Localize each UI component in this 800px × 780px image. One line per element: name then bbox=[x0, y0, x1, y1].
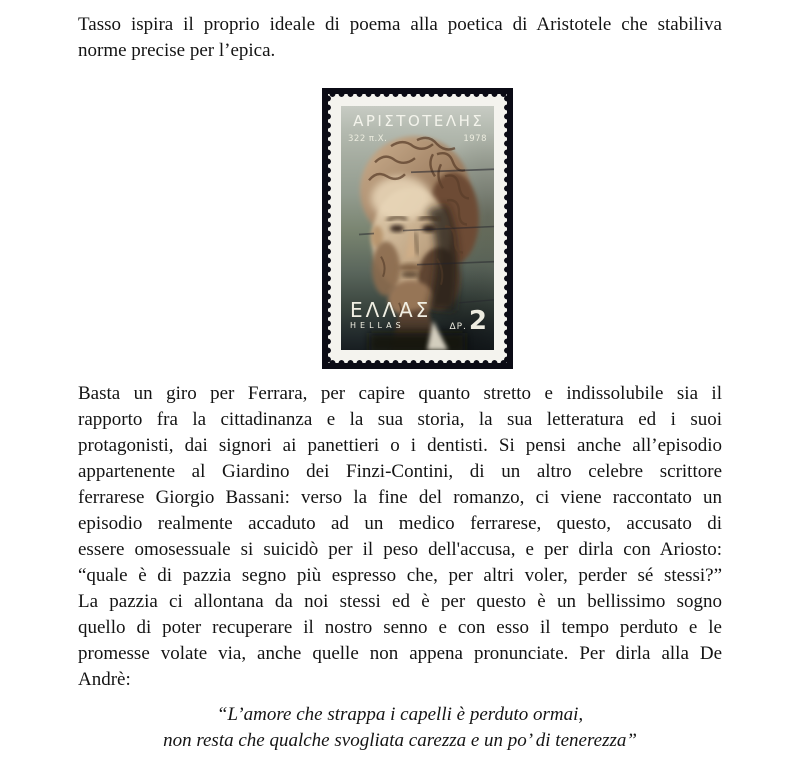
text-line: episodio realmente accaduto ad un medico ferrarese, questo, accusato di bbox=[78, 513, 722, 534]
stamp-perforation-top bbox=[328, 94, 507, 98]
quote-line: “L’amore che strappa i capelli è perduto ormai, bbox=[216, 704, 584, 725]
text-line: rapporto fra la cittadinanza e la sua storia, la sua letteratura ed i suoi bbox=[78, 409, 722, 430]
main-paragraph bbox=[78, 381, 722, 693]
stamp-paper bbox=[328, 94, 507, 363]
stamp-date-issue: 1978 bbox=[463, 134, 487, 144]
stamp-dates-row bbox=[341, 134, 494, 144]
song-quote bbox=[78, 702, 722, 754]
stamp-perforation-right bbox=[503, 94, 507, 363]
text-line: appartenente al Giardino dei Finzi-Contini, di un altro celebre scrittore bbox=[78, 461, 722, 482]
denomination-currency: ΔΡ. bbox=[449, 322, 467, 332]
quote-line: non resta che qualche svogliata carezza e un po’ di tenerezza” bbox=[163, 730, 637, 751]
text-line: ferrarese Giorgio Bassani: verso la fine del romanzo, ci viene raccontato un bbox=[78, 487, 722, 508]
text-line: Basta un giro per Ferrara, per capire quanto stretto e indissolubile sia il bbox=[78, 383, 722, 404]
intro-paragraph bbox=[78, 12, 722, 64]
country-name-latin: HELLAS bbox=[350, 321, 405, 330]
text-line: essere omosessuale si suicidò per il peso dell'accusa, e per dirla con Ariosto: bbox=[78, 539, 722, 560]
stamp-artwork bbox=[341, 106, 494, 350]
stamp-perforation-left bbox=[328, 94, 332, 363]
text-line: “quale è di pazzia segno più espresso che, per altri voler, perder sé stessi?” bbox=[78, 565, 722, 586]
stamp-perforation-bottom bbox=[328, 359, 507, 363]
stamp-country-label bbox=[350, 298, 432, 330]
aristotle-stamp-image bbox=[322, 88, 513, 369]
text-line: quello di poter recuperare il nostro senno e con esso il tempo perduto e le bbox=[78, 617, 722, 638]
text-line: La pazzia ci allontana da noi stessi ed è per questo è un bellissimo sogno bbox=[78, 591, 722, 612]
stamp-title-greek: ΑΡΙΣΤΟΤΕΛΗΣ bbox=[353, 112, 485, 130]
stamp-date-bc: 322 π.Χ. bbox=[348, 134, 388, 144]
denomination-value: 2 bbox=[468, 306, 487, 336]
stamp-denomination bbox=[449, 306, 487, 336]
country-name-greek: ΕΛΛΑΣ bbox=[350, 298, 432, 322]
text-line: Tasso ispira il proprio ideale di poema alla poetica di Aristotele che stabiliva bbox=[78, 14, 722, 35]
text-line: Andrè: bbox=[78, 669, 131, 690]
text-line: protagonisti, dai signori ai panettieri o i dentisti. Si pensi anche all’episodio bbox=[78, 435, 722, 456]
text-line: promesse volate via, anche quelle non appena pronunciate. Per dirla alla De bbox=[78, 643, 722, 664]
text-line: norme precise per l’epica. bbox=[78, 40, 276, 61]
